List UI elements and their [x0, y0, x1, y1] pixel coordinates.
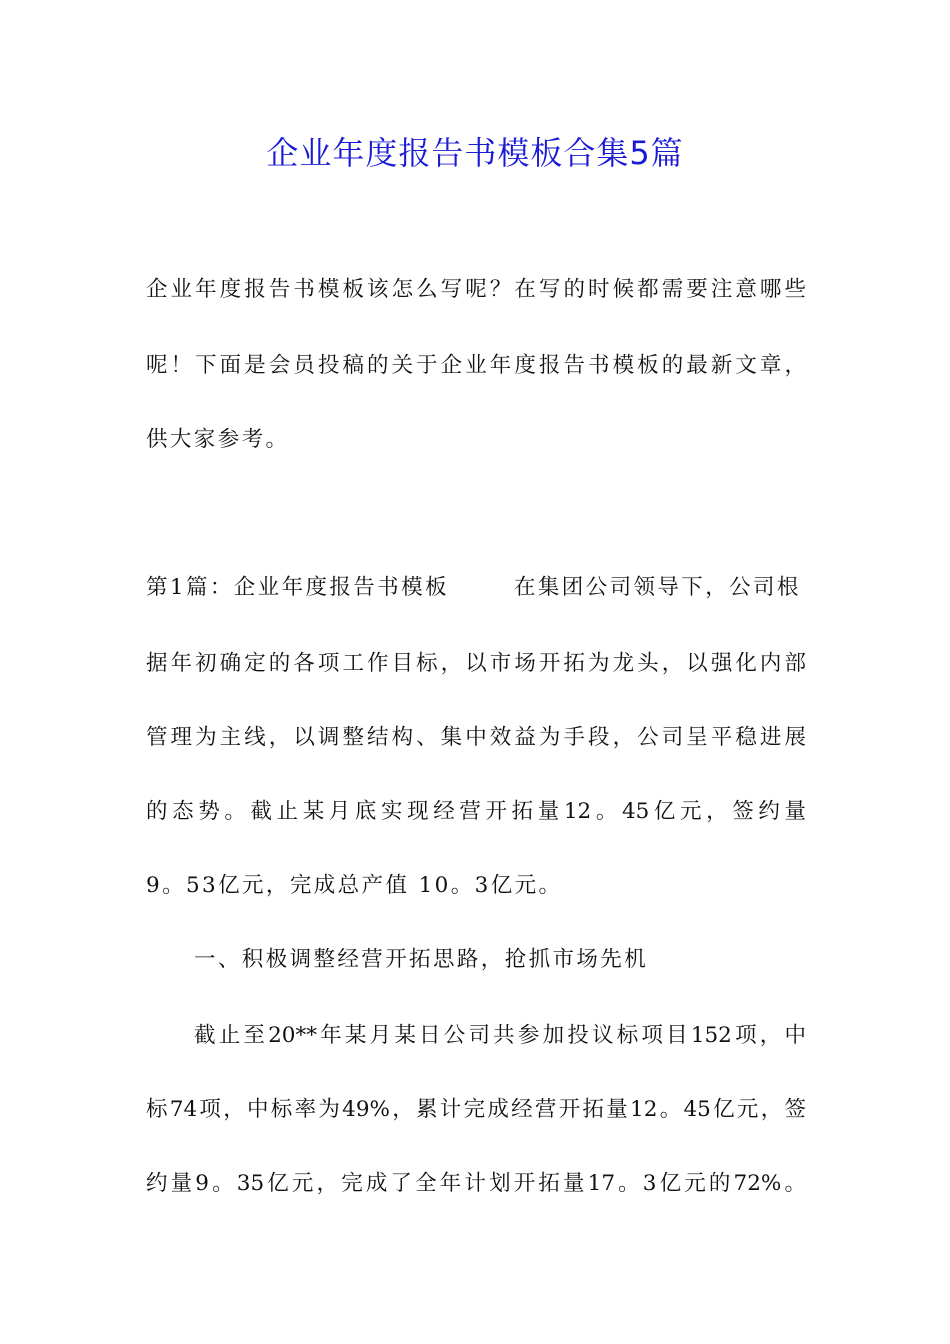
article-heading-line [146, 570, 806, 601]
section-heading: 一、积极调整经营开拓思路，抢抓市场先机 [194, 947, 649, 972]
section-line-1: 截止至20**年某月某日公司共参加投议标项目152项，中 [194, 1023, 806, 1048]
paragraph-line-4: 的态势。截止某月底实现经营开拓量12。45亿元，签约量 [146, 799, 806, 824]
article-heading: 第1篇：企业年度报告书模板 [146, 575, 449, 600]
intro-line-2: 呢！下面是会员投稿的关于企业年度报告书模板的最新文章， [146, 353, 806, 378]
section-line-3: 约量9。35亿元，完成了全年计划开拓量17。3亿元的72%。 [146, 1171, 806, 1196]
document-title: 企业年度报告书模板合集5篇 [266, 134, 684, 172]
paragraph-line-5: 9。53亿元，完成总产值 10。3亿元。 [146, 873, 563, 898]
paragraph-line-2: 据年初确定的各项工作目标，以市场开拓为龙头，以强化内部 [146, 651, 806, 676]
intro-line-1: 企业年度报告书模板该怎么写呢？在写的时候都需要注意哪些 [146, 277, 806, 302]
paragraph-line-3: 管理为主线，以调整结构、集中效益为手段，公司呈平稳进展 [146, 725, 806, 750]
intro-line-3: 供大家参考。 [146, 427, 290, 452]
paragraph-line-1: 在集团公司领导下，公司根 [514, 575, 801, 600]
section-line-2: 标74项，中标率为49%，累计完成经营开拓量12。45亿元，签 [146, 1097, 806, 1122]
